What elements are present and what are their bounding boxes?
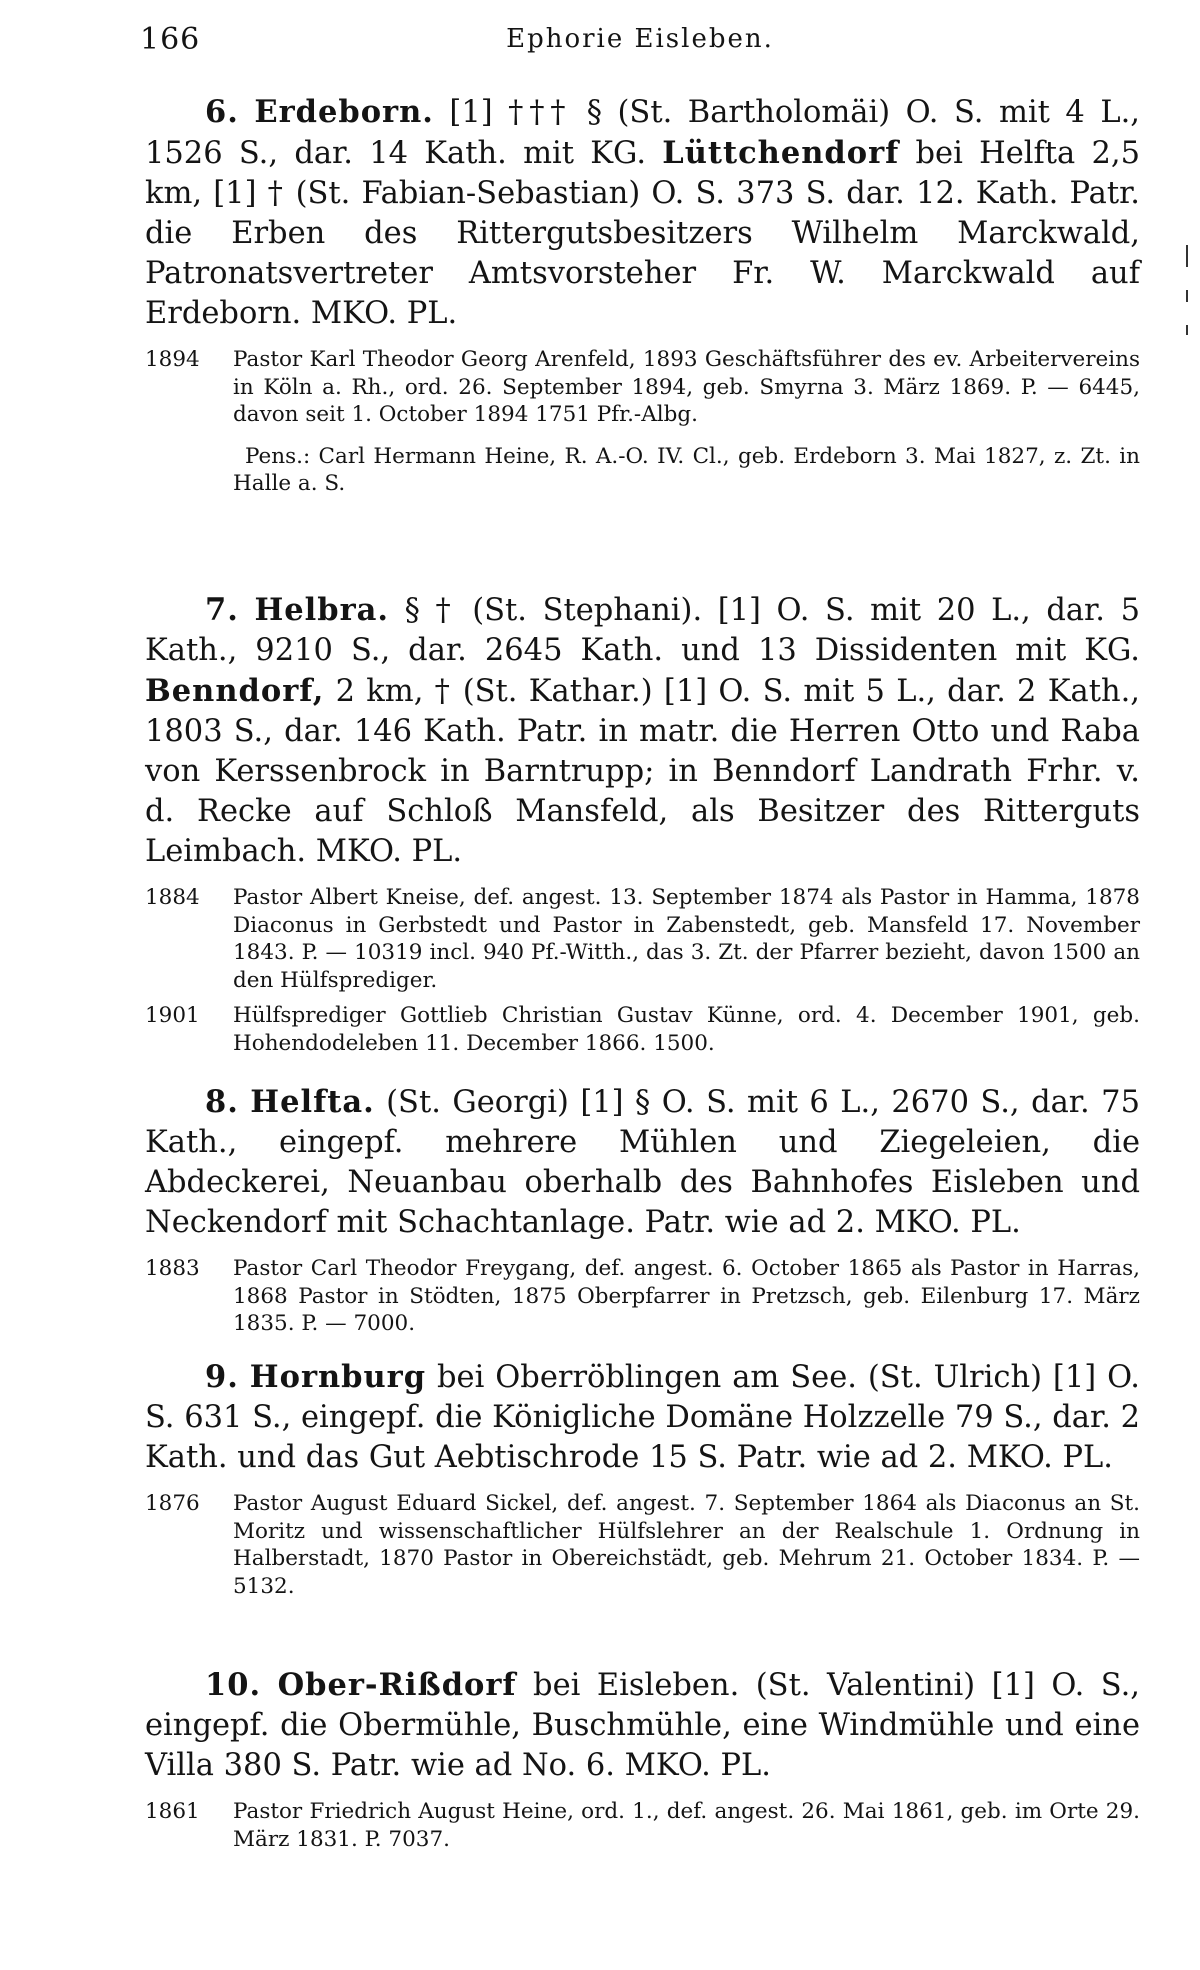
pastor-record bbox=[145, 1490, 1140, 1600]
entry-body: (St. Georgi) [1] § O. S. mit 6 L., 2670 S., dar. 75 Kath., eingepf. mehrere Mühlen und Ziegeleien, die Abdeckerei, Neuanbau oberhalb des Bahnhofes Eisleben und Neckendorf mit Schachtanlage. Patr. wie ad 2. MKO. PL. bbox=[145, 1085, 1140, 1240]
entry-body: § † (St. Stephani). [1] O. S. mit 20 L., dar. 5 Kath., 9210 S., dar. 2645 Kath. und 13 Dissidenten mit KG. bbox=[145, 593, 1140, 668]
entry-hornburg bbox=[145, 1357, 1140, 1600]
entry-name: Helbra. bbox=[254, 592, 390, 628]
entry-number: 8. bbox=[205, 1084, 239, 1120]
pastor-record bbox=[145, 884, 1140, 994]
pastor-record bbox=[145, 1002, 1140, 1057]
pastor-year: 1876 bbox=[145, 1491, 200, 1516]
pastor-year: 1894 bbox=[145, 347, 200, 372]
pastor-year: 1884 bbox=[145, 885, 200, 910]
entry-ober-rissdorf bbox=[145, 1665, 1140, 1853]
entry-text bbox=[145, 1082, 1140, 1243]
entry-number: 9. bbox=[205, 1359, 239, 1395]
pastor-record bbox=[145, 1255, 1140, 1338]
entry-text bbox=[145, 590, 1140, 872]
entry-subname: Benndorf, bbox=[145, 673, 325, 709]
entry-text bbox=[145, 1665, 1140, 1786]
pastor-record bbox=[145, 346, 1140, 429]
entry-text bbox=[145, 1357, 1140, 1478]
entry-subname: Lüttchendorf bbox=[662, 135, 900, 171]
entry-name: Erdeborn. bbox=[254, 94, 434, 130]
entry-name: Hornburg bbox=[249, 1359, 427, 1395]
pastor-year: 1901 bbox=[145, 1003, 200, 1028]
page-header bbox=[140, 22, 1140, 72]
entry-name: Helfta. bbox=[250, 1084, 375, 1120]
pastor-text: Hülfsprediger Gottlieb Christian Gustav Künne, ord. 4. December 1901, geb. Hohendodeleben 11. December 1866. 1500. bbox=[233, 1003, 1140, 1056]
pastor-text: Pastor Friedrich August Heine, ord. 1., def. angest. 26. Mai 1861, geb. im Orte 29. März 1831. P. 7037. bbox=[233, 1799, 1140, 1852]
margin-mark bbox=[1186, 290, 1188, 302]
pastor-text: Pastor Albert Kneise, def. angest. 13. September 1874 als Pastor in Hamma, 1878 Diaconus in Gerbstedt und Pastor in Zabenstedt, geb. Mansfeld 17. November 1843. P. — 10319 incl. 940 Pf.-Witth., das 3. Zt. der Pfarrer bezieht, davon 1500 an den Hülfsprediger. bbox=[233, 885, 1140, 993]
page-number: 166 bbox=[140, 22, 201, 57]
entry-helbra bbox=[145, 590, 1140, 1057]
running-head: Ephorie Eisleben. bbox=[506, 24, 774, 54]
entry-name: Ober-Rißdorf bbox=[277, 1667, 517, 1703]
entry-body: [1] ††† § (St. Bartholomäi) O. S. mit 4 L., 1526 S., dar. 14 Kath. mit KG. bbox=[145, 95, 1140, 171]
entry-body: bei Oberröblingen am See. (St. Ulrich) [1] O. S. 631 S., eingepf. die Königliche Domäne Holzzelle 79 S., dar. 2 Kath. und das Gut Aebtischrode 15 S. Patr. wie ad 2. MKO. PL. bbox=[145, 1360, 1140, 1475]
entry-body-cont: bei Helfta 2,5 km, [1] † (St. Fabian-Sebastian) O. S. 373 S. dar. 12. Kath. Patr. die Erben des Rittergutsbesitzers Wilhelm Marckwald, Patronatsvertreter Amtsvorsteher Fr. W. Marckwald auf Erdeborn. MKO. PL. bbox=[145, 136, 1140, 331]
pastor-text: Pastor August Eduard Sickel, def. angest. 7. September 1864 als Diaconus an St. Moritz und wissenschaftlicher Hülfslehrer an der Realschule 1. Ordnung in Halberstadt, 1870 Pastor in Obereichstädt, geb. Mehrum 21. October 1834. P. — 5132. bbox=[233, 1491, 1140, 1599]
entry-body-cont: 2 km, † (St. Kathar.) [1] O. S. mit 5 L., dar. 2 Kath., 1803 S., dar. 146 Kath. Patr. in matr. die Herren Otto und Raba von Kerssenbrock in Barntrupp; in Benndorf Landrath Frhr. v. d. Recke auf Schloß Mansfeld, als Besitzer des Ritterguts Leimbach. MKO. PL. bbox=[145, 674, 1140, 869]
entry-helfta bbox=[145, 1082, 1140, 1338]
entry-text bbox=[145, 92, 1140, 334]
entry-number: 7. bbox=[205, 592, 239, 628]
entry-number: 6. bbox=[205, 94, 239, 130]
pastor-text: Pastor Carl Theodor Freygang, def. angest. 6. October 1865 als Pastor in Harras, 1868 Pastor in Stödten, 1875 Oberpfarrer in Pretzsch, geb. Eilenburg 17. März 1835. P. — 7000. bbox=[233, 1256, 1140, 1336]
pastor-year: 1883 bbox=[145, 1256, 200, 1281]
pension-note: Pens.: Carl Hermann Heine, R. A.-O. IV. Cl., geb. Erdeborn 3. Mai 1827, z. Zt. in Halle a. S. bbox=[233, 443, 1140, 496]
entry-body: bei Eisleben. (St. Valentini) [1] O. S., eingepf. die Obermühle, Buschmühle, eine Windmühle und eine Villa 380 S. Patr. wie ad No. 6. MKO. PL. bbox=[145, 1668, 1140, 1783]
pastor-record bbox=[145, 1798, 1140, 1853]
margin-marks bbox=[1186, 0, 1189, 1970]
pastor-year: 1861 bbox=[145, 1799, 200, 1824]
pastor-text: Pastor Karl Theodor Georg Arenfeld, 1893 Geschäftsführer des ev. Arbeitervereins in Köln a. Rh., ord. 26. September 1894, geb. Smyrna 3. März 1869. P. — 6445, davon seit 1. October 1894 1751 Pfr.-Albg. bbox=[233, 347, 1140, 427]
margin-mark bbox=[1186, 325, 1188, 335]
entry-number: 10. bbox=[205, 1667, 262, 1703]
entry-erdeborn bbox=[145, 92, 1140, 498]
margin-mark bbox=[1186, 245, 1188, 267]
